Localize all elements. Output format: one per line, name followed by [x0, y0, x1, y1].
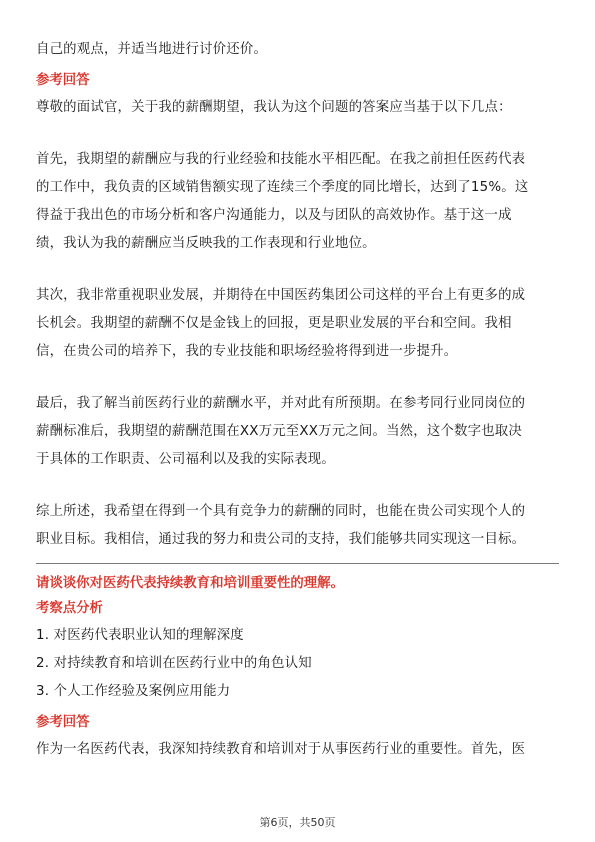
paragraph-line: 首先，我期望的薪酬应与我的行业经验和技能水平相匹配。在我之前担任医药代表 [36, 152, 526, 167]
interview-question: 请谈谈你对医药代表持续教育和培训重要性的理解。 [36, 576, 344, 591]
paragraph-line: 综上所述，我希望在得到一个具有竞争力的薪酬的同时，也能在贵公司实现个人的 [36, 504, 526, 519]
paragraph-line: 的工作中，我负责的区域销售额实现了连续三个季度的同比增长，达到了15%。这 [36, 180, 529, 195]
page-content [36, 36, 559, 764]
paragraph-line: 于具体的工作职责、公司福利以及我的实际表现。 [36, 452, 335, 467]
list-item: 2. 对持续教育和培训在医药行业中的角色认知 [36, 656, 312, 671]
section-divider [36, 563, 559, 564]
answer-opening: 尊敬的面试官，关于我的薪酬期望，我认为这个问题的答案应当基于以下几点： [36, 100, 512, 115]
answer-paragraph-3 [36, 390, 559, 474]
paragraph-line: 职业目标。我相信，通过我的努力和贵公司的支持，我们能够共同实现这一目标。 [36, 532, 526, 547]
intro-tail-text: 自己的观点，并适当地进行讨价还价。 [36, 42, 268, 57]
paragraph-line: 长机会。我期望的薪酬不仅是金钱上的回报，更是职业发展的平台和空间。我相 [36, 316, 512, 331]
paragraph-line: 得益于我出色的市场分析和客户沟通能力，以及与团队的高效协作。基于这一成 [36, 208, 512, 223]
answer-paragraph-2 [36, 282, 559, 366]
paragraph-line: 绩，我认为我的薪酬应当反映我的工作表现和行业地位。 [36, 236, 376, 251]
answer-heading: 参考回答 [36, 73, 90, 88]
analysis-heading: 考察点分析 [36, 601, 103, 616]
answer-paragraph-4 [36, 498, 559, 554]
page-indicator: 第6页，共50页 [259, 816, 336, 829]
answer-start-text: 作为一名医药代表，我深知持续教育和培训对于从事医药行业的重要性。首先，医 [36, 742, 526, 757]
answer-heading-2: 参考回答 [36, 715, 90, 730]
analysis-points-list [36, 622, 559, 706]
paragraph-line: 薪酬标准后，我期望的薪酬范围在XX万元至XX万元之间。当然，这个数字也取决 [36, 424, 522, 439]
paragraph-line: 最后，我了解当前医药行业的薪酬水平，并对此有所预期。在参考同行业同岗位的 [36, 396, 526, 411]
list-item: 3. 个人工作经验及案例应用能力 [36, 684, 231, 699]
answer-paragraph-1 [36, 146, 559, 258]
paragraph-line: 其次，我非常重视职业发展，并期待在中国医药集团公司这样的平台上有更多的成 [36, 288, 526, 303]
list-item: 1. 对医药代表职业认知的理解深度 [36, 628, 244, 643]
paragraph-line: 信，在贵公司的培养下，我的专业技能和职场经验将得到进一步提升。 [36, 344, 458, 359]
